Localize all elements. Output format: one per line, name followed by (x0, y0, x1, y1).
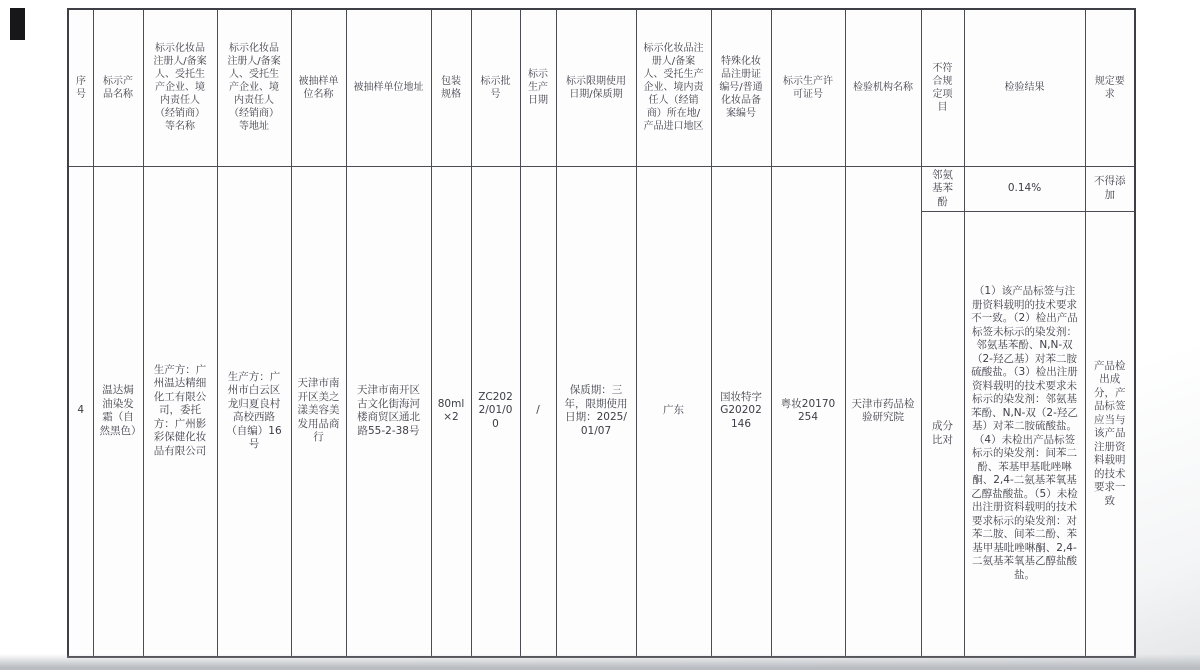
cell-registration-no: 国妆特字G20202146 (711, 166, 771, 657)
cell-registrant-name: 生产方：广州温达精细化工有限公司，委托方：广州影彩保健化妆品有限公司 (143, 166, 217, 657)
header-batch-no: 标示批号 (471, 9, 520, 166)
header-inspection-agency: 检验机构名称 (845, 9, 921, 166)
cell-license-no: 粤妆20170254 (771, 166, 845, 657)
header-requirement: 规定要求 (1085, 9, 1135, 166)
table-header-row (68, 9, 1135, 166)
header-noncompliant-item: 不符合规定项目 (921, 9, 964, 166)
header-sampled-unit-name: 被抽样单位名称 (291, 9, 346, 166)
header-registrant-name: 标示化妆品注册人/备案人、受托生产企业、境内责任人（经销商）等名称 (143, 9, 217, 166)
cell-result-1: 0.14% (964, 166, 1085, 212)
header-sampled-unit-address: 被抽样单位地址 (346, 9, 431, 166)
cell-requirement-1: 不得添加 (1085, 166, 1135, 212)
header-location: 标示化妆品注册人/备案人、受托生产企业、境内责任人（经销商）所在地/产品进口地区 (636, 9, 711, 166)
cell-sampled-unit-address: 天津市南开区古文化街海河楼商贸区通北路55-2-38号 (346, 166, 431, 657)
header-registrant-address: 标示化妆品注册人/备案人、受托生产企业、境内责任人（经销商）等地址 (217, 9, 291, 166)
cell-location: 广东 (636, 166, 711, 657)
page-bottom-shade (0, 654, 1200, 670)
inspection-results-table (67, 8, 1136, 658)
cell-result-2: （1）该产品标签与注册资料载明的技术要求不一致。（2）检出产品标签未标示的染发剂：邻氨基苯酚、N,N-双（2-羟乙基）对苯二胺硫酸盐。（3）检出注册资料载明的技术要求未标示的染发剂：邻氨基苯酚、N,N-双（2-羟乙基）对苯二胺硫酸盐。（4）未检出产品标签标示的染发剂：间苯二酚、苯基甲基吡唑啉酮、2,4-二氨基苯氧基乙醇盐酸盐。（5）未检出注册资料载明的技术要求标示的染发剂：对苯二胺、间苯二酚、苯基甲基吡唑啉酮、2,4-二氨基苯氧基乙醇盐酸盐。 (964, 212, 1085, 657)
cell-batch-no: ZC2022/01/00 (471, 166, 520, 657)
header-license-no: 标示生产许可证号 (771, 9, 845, 166)
cell-sampled-unit-name: 天津市南开区美之漾美容美发用品商行 (291, 166, 346, 657)
cell-noncompliant-item-2: 成分比对 (921, 212, 964, 657)
header-inspection-result: 检验结果 (964, 9, 1085, 166)
cell-seq: 4 (68, 166, 93, 657)
page-corner-mark (10, 8, 25, 40)
cell-production-date: / (520, 166, 556, 657)
header-product-name: 标示产品名称 (93, 9, 143, 166)
cell-product-name: 温达焗油染发霜（自然黑色） (93, 166, 143, 657)
header-production-date: 标示生产日期 (520, 9, 556, 166)
header-expiry: 标示限期使用日期/保质期 (556, 9, 636, 166)
cell-expiry: 保质期：三年，限期使用日期：2025/01/07 (556, 166, 636, 657)
cell-noncompliant-item-1: 邻氨基苯酚 (921, 166, 964, 212)
cell-package-spec: 80ml×2 (431, 166, 471, 657)
table-data-row (68, 166, 1135, 212)
cell-inspection-agency: 天津市药品检验研究院 (845, 166, 921, 657)
cell-requirement-2: 产品检出成分，产品标签应当与该产品注册资料载明的技术要求一致 (1085, 212, 1135, 657)
header-registration-no: 特殊化妆品注册证编号/普通化妆品备案编号 (711, 9, 771, 166)
header-package-spec: 包装规格 (431, 9, 471, 166)
cell-registrant-address: 生产方：广州市白云区龙归夏良村高校西路（自编）16号 (217, 166, 291, 657)
header-seq: 序号 (68, 9, 93, 166)
